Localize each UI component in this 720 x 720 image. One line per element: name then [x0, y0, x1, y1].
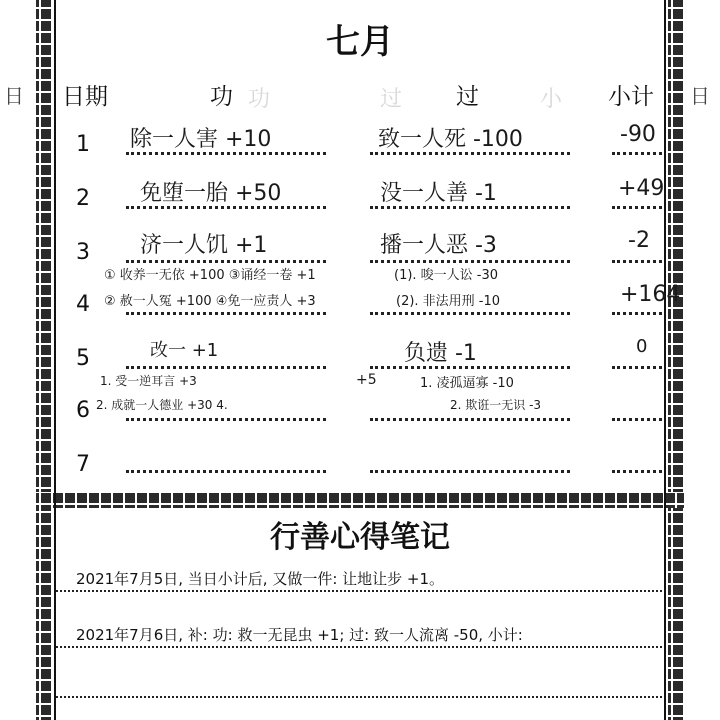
greek-key-border-left	[36, 0, 52, 720]
demerit-line	[370, 206, 570, 209]
subtotal-line	[612, 312, 662, 315]
demerit-line	[370, 260, 570, 263]
merit-entry: 除一人害 +10	[130, 127, 272, 152]
merit-extra: +5	[356, 372, 377, 388]
header-date: 日期	[62, 84, 108, 110]
notes-title: 行善心得笔记	[270, 520, 450, 555]
merit-line	[126, 260, 326, 263]
demerit-line	[370, 152, 570, 155]
subtotal-entry: 0	[636, 336, 648, 357]
demerit-entry: 没一人善 -1	[380, 181, 497, 206]
subtotal-line	[612, 206, 662, 209]
merit-line	[126, 152, 326, 155]
day-number: 3	[76, 240, 90, 265]
subtotal-line	[612, 418, 662, 421]
note-rule	[56, 646, 662, 648]
merit-line	[126, 418, 326, 421]
merit-entry: 改一 +1	[150, 340, 219, 361]
note-line: 2021年7月6日, 补: 功: 救一无昆虫 +1; 过: 致一人流离 -50, 小计:	[76, 626, 523, 644]
note-rule	[56, 696, 662, 698]
subtotal-entry: +164	[620, 282, 681, 307]
subtotal-line	[612, 152, 662, 155]
merit-entry: 济一人饥 +1	[140, 233, 268, 258]
demerit-entry-line: (1). 唆一人讼 -30	[394, 268, 499, 283]
inner-rule-left	[54, 0, 56, 720]
greek-key-border-right	[668, 0, 684, 720]
subtotal-entry: +49	[618, 176, 665, 201]
header-demerit: 过	[456, 84, 479, 110]
note-line: 2021年7月5日, 当日小计后, 又做一件: 让地让步 +1。	[76, 570, 445, 588]
demerit-line	[370, 470, 570, 473]
merit-line	[126, 312, 326, 315]
subtotal-line	[612, 260, 662, 263]
subtotal-entry: -90	[620, 122, 656, 147]
bleed-left-char: 日	[4, 84, 24, 108]
demerit-entry: 播一人恶 -3	[380, 233, 497, 258]
subtotal-line	[612, 366, 662, 369]
demerit-line	[370, 312, 570, 315]
merit-entry-line: 2. 成就一人德业 +30 4.	[96, 398, 228, 412]
demerit-entry: 负遗 -1	[404, 341, 477, 366]
month-title: 七月	[326, 22, 394, 62]
merit-entry-line: 1. 受一逆耳言 +3	[100, 374, 197, 388]
ghost-demerit-header: 过	[380, 87, 403, 112]
merit-line	[126, 206, 326, 209]
note-rule	[56, 590, 662, 592]
day-number: 7	[76, 452, 90, 477]
demerit-entry: 致一人死 -100	[378, 127, 523, 152]
day-number: 1	[76, 132, 90, 157]
header-subtotal: 小计	[608, 84, 654, 110]
merit-line	[126, 470, 326, 473]
day-number: 6	[76, 398, 90, 423]
demerit-line	[370, 418, 570, 421]
ghost-merit-header: 功	[248, 87, 271, 112]
greek-key-border-middle	[36, 492, 684, 508]
inner-rule-right	[664, 0, 666, 720]
day-number: 4	[76, 292, 90, 317]
demerit-line	[370, 366, 570, 369]
demerit-entry-line: 2. 欺诳一无识 -3	[450, 398, 542, 412]
bleed-right-char: 日	[690, 84, 710, 108]
merit-entry-line: ② 赦一人冤 +100 ④免一应责人 +3	[104, 294, 316, 309]
subtotal-line	[612, 470, 662, 473]
demerit-entry-line: (2). 非法用刑 -10	[396, 294, 501, 309]
header-merit: 功	[210, 84, 233, 110]
merit-entry-line: ① 收养一无依 +100 ③诵经一卷 +1	[104, 268, 316, 283]
merit-entry: 免堕一胎 +50	[140, 181, 282, 206]
subtotal-entry: -2	[628, 228, 650, 253]
ghost-subtotal-header: 小	[540, 87, 563, 112]
day-number: 5	[76, 346, 90, 371]
demerit-entry-line: 1. 凌孤逼寡 -10	[420, 376, 514, 391]
day-number: 2	[76, 186, 90, 211]
merit-line	[126, 366, 326, 369]
